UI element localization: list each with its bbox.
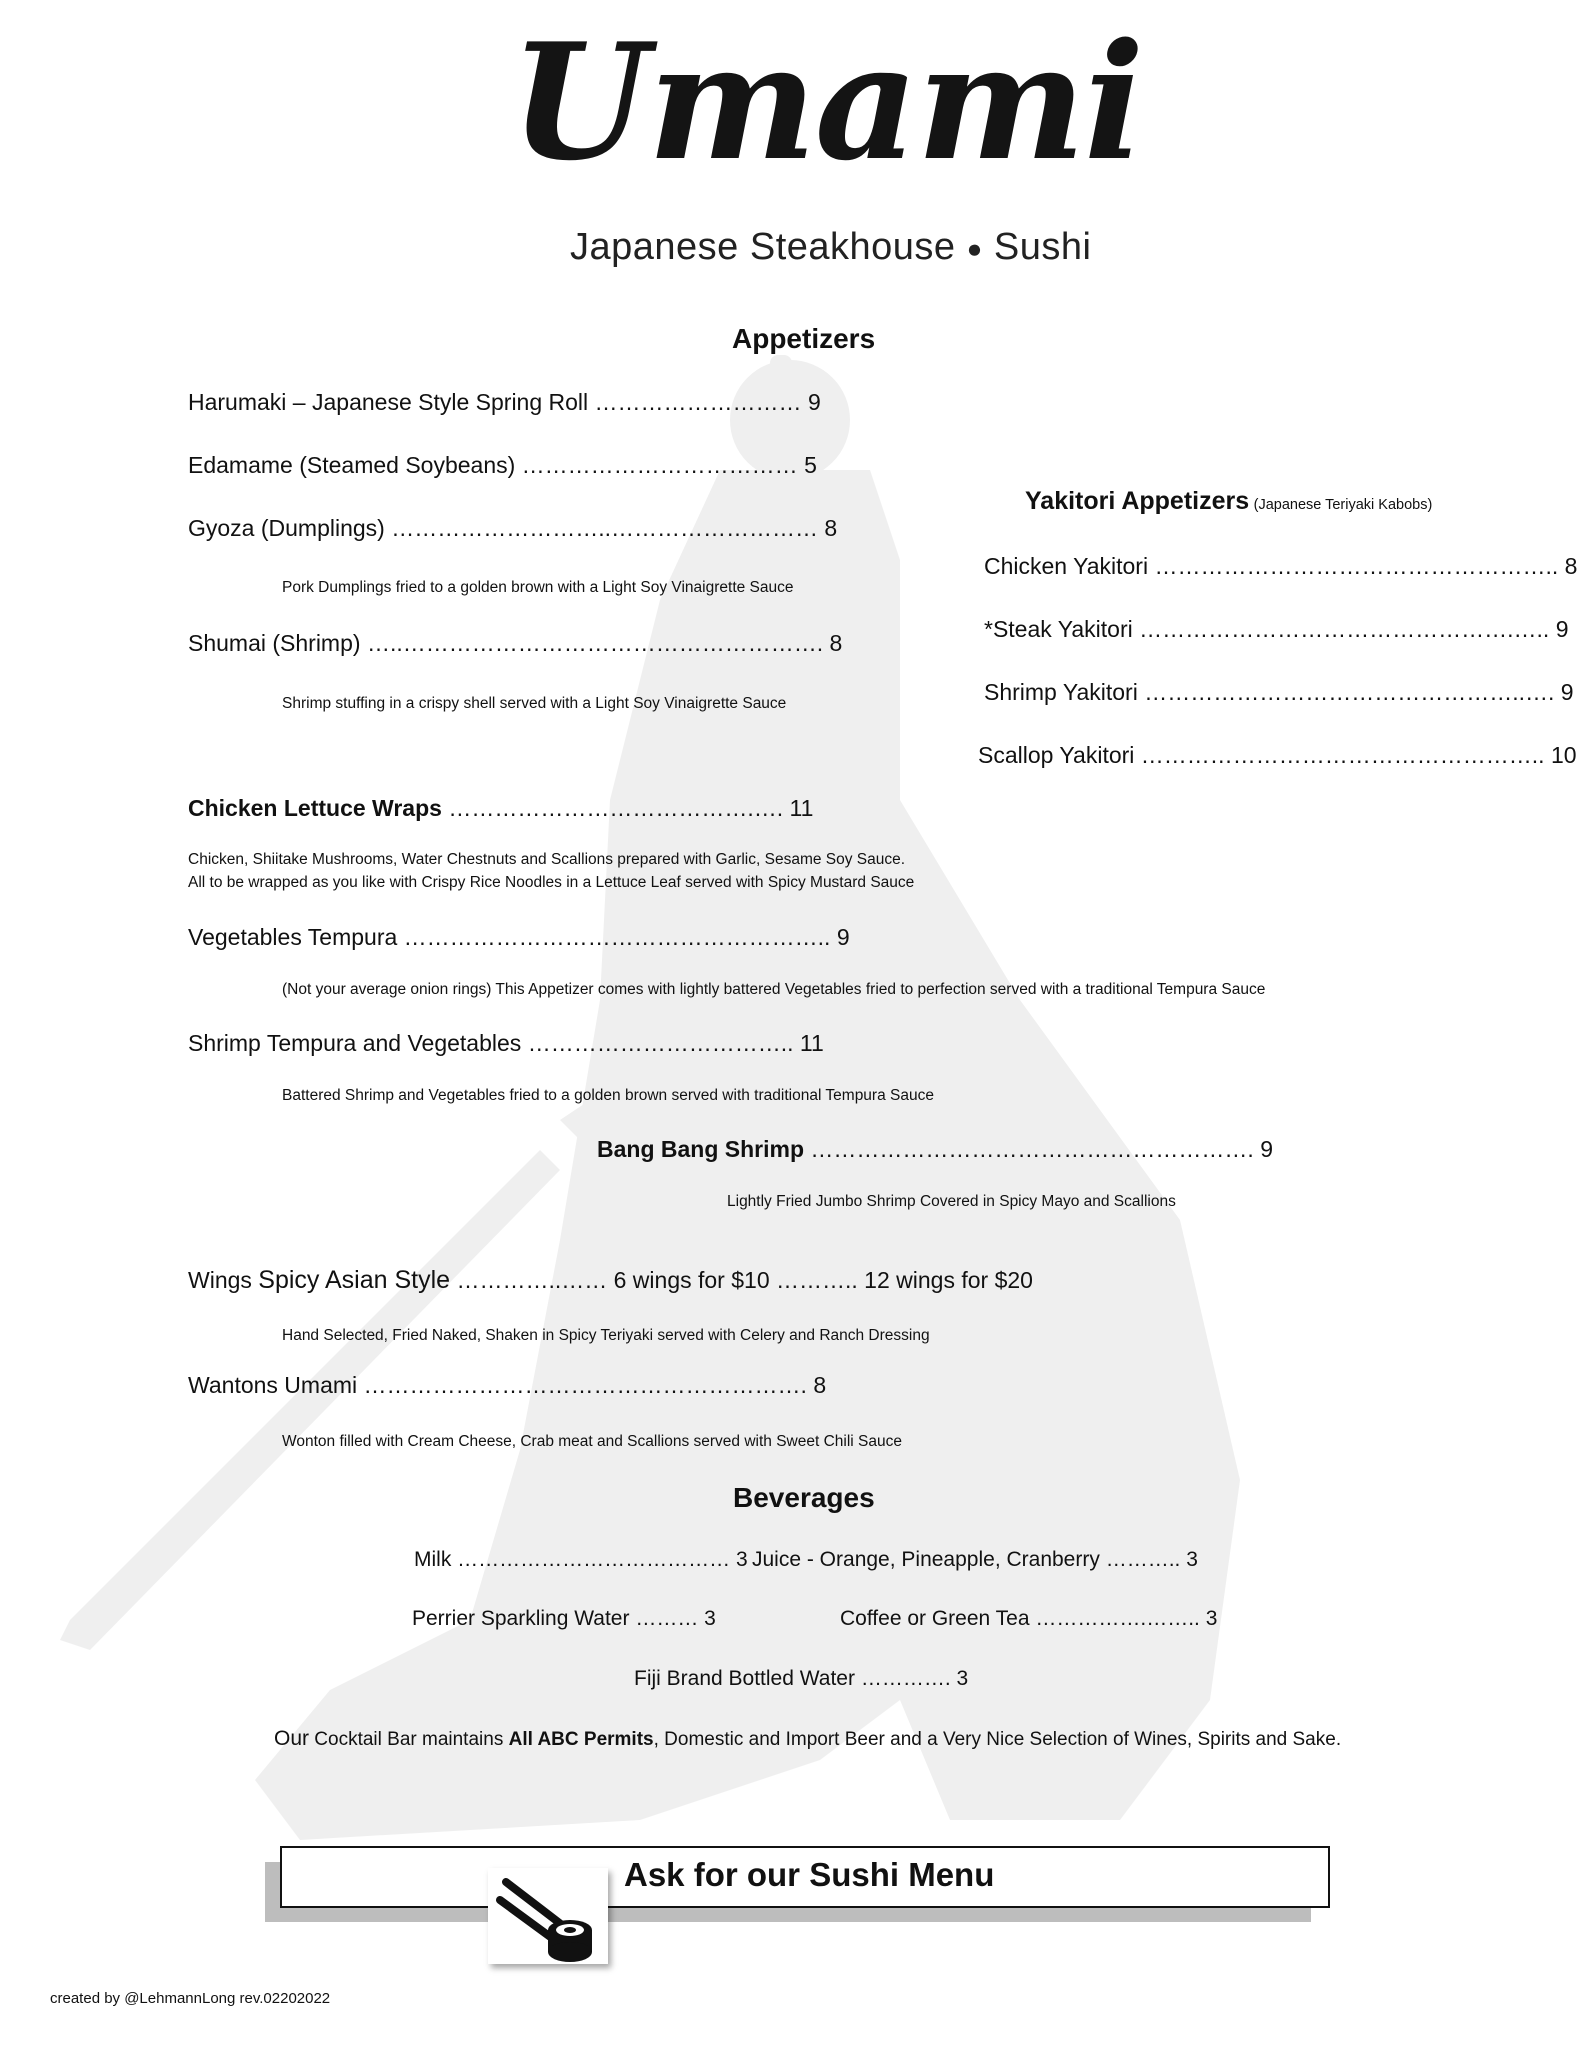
menu-item-wings [188, 1266, 1033, 1295]
yakitori-heading-row [1025, 487, 1432, 516]
item-dots: …………………………………………….. [1154, 553, 1559, 579]
item-name: Gyoza (Dumplings) [188, 515, 385, 541]
beverages-heading: Beverages [733, 1482, 875, 1513]
item-price: 8 [824, 515, 838, 541]
item-name: Chicken Lettuce Wraps [188, 795, 442, 821]
item-price: 5 [804, 452, 817, 478]
item-description: All to be wrapped as you like with Crispy Rice Noodles in a Lettuce Leaf served with Spicy Mustard Sauce [188, 874, 915, 891]
item-name: Shrimp Tempura and Vegetables [188, 1030, 522, 1056]
menu-item [188, 452, 817, 479]
item-description: Shrimp stuffing in a crispy shell served with a Light Soy Vinaigrette Sauce [282, 695, 787, 712]
beverage-item [634, 1667, 968, 1691]
item-description: Battered Shrimp and Vegetables fried to a golden brown served with traditional Tempura Sauce [282, 1087, 934, 1104]
item-dots: …………..…… [456, 1267, 608, 1293]
item-dots: ………………………………………….….. [1139, 616, 1550, 642]
item-dots: …………………………………………..…. [1144, 679, 1555, 705]
item-name: Vegetables Tempura [188, 924, 398, 950]
item-description: Pork Dumplings fried to a golden brown with a Light Soy Vinaigrette Sauce [282, 579, 794, 596]
beverage-item [840, 1607, 1217, 1631]
item-option: 6 wings for $10 [613, 1267, 770, 1293]
item-dots: ……….. [776, 1267, 858, 1293]
menu-item [188, 515, 837, 542]
item-dots: …………………………………………….. [1140, 742, 1545, 768]
item-name: Coffee or Green Tea [840, 1607, 1030, 1630]
menu-item [978, 742, 1577, 769]
menu-item [188, 389, 821, 416]
footer-credit: created by @LehmannLong rev.02202022 [50, 1990, 331, 2007]
menu-item [984, 616, 1568, 643]
item-dots: ……………………………… [521, 452, 798, 478]
item-name: Shumai (Shrimp) [188, 630, 361, 656]
item-dots: …………………………………………………. [810, 1136, 1254, 1162]
item-name: Edamame (Steamed Soybeans) [188, 452, 516, 478]
appetizers-heading: Appetizers [732, 323, 876, 354]
menu-item [984, 679, 1574, 706]
item-price: 3 [956, 1667, 969, 1690]
item-dots: ………………………………… [457, 1548, 731, 1571]
item-price: 3 [736, 1548, 748, 1571]
bar-note-rest: , Domestic and Import Beer and a Very Nice Selection of Wines, Spirits and Sake. [653, 1729, 1342, 1750]
bar-note-prefix: Our [274, 1727, 310, 1750]
menu-item [188, 1030, 824, 1057]
item-description: Wonton filled with Cream Cheese, Crab meat and Scallions served with Sweet Chili Sauce [282, 1433, 903, 1450]
brand-name: Umami [510, 8, 1143, 196]
sushi-menu-callout [280, 1846, 1330, 1908]
item-style: Spicy Asian Style [258, 1266, 451, 1294]
item-price: 8 [829, 630, 843, 656]
item-name: Perrier Sparkling Water [412, 1607, 630, 1630]
menu-item [597, 1136, 1273, 1163]
item-price: 3 [1186, 1548, 1198, 1571]
bar-note [274, 1727, 1341, 1751]
item-name: Wantons Umami [188, 1372, 358, 1398]
item-price: 11 [799, 1030, 824, 1056]
item-dots: …………………………………………………. [363, 1372, 807, 1398]
yakitori-heading: Yakitori Appetizers [1025, 487, 1250, 515]
item-dots: ………………………..……………………… [391, 515, 819, 541]
item-price: 11 [789, 795, 814, 821]
tagline-steakhouse: Japanese Steakhouse [570, 226, 956, 268]
item-price: 10 [1550, 742, 1577, 768]
item-price: 9 [1260, 1136, 1273, 1162]
item-price: 9 [807, 389, 821, 415]
item-name: Bang Bang Shrimp [597, 1136, 805, 1162]
menu-item [188, 795, 813, 822]
item-name: Shrimp Yakitori [984, 679, 1138, 705]
beverage-item [414, 1548, 748, 1572]
item-option: 12 wings for $20 [864, 1267, 1033, 1293]
item-name: Scallop Yakitori [978, 742, 1135, 768]
item-dots: ……… [635, 1607, 699, 1630]
menu-item [984, 553, 1577, 580]
beverage-item [752, 1548, 1198, 1572]
item-price: 3 [704, 1607, 716, 1630]
item-dots: …………….…….. [1035, 1607, 1200, 1630]
brand-logo [510, 8, 1143, 238]
sushi-menu-label: Ask for our Sushi Menu [624, 1856, 995, 1893]
item-dots: ………………………………….…. [448, 795, 784, 821]
item-price: 3 [1205, 1607, 1218, 1630]
item-dots: …..………………………………………………. [366, 630, 824, 656]
item-dots: …………. [860, 1667, 951, 1690]
item-description: Lightly Fried Jumbo Shrimp Covered in Spicy Mayo and Scallions [727, 1193, 1176, 1210]
item-description: (Not your average onion rings) This Appetizer comes with lightly battered Vegetables fried to perfection served with a traditional Tempura Sauce [282, 981, 1266, 998]
item-name: Milk [414, 1548, 452, 1571]
item-price: 8 [1564, 553, 1577, 579]
chopsticks-sushi-icon [488, 1868, 608, 1964]
item-name: Chicken Yakitori [984, 553, 1149, 579]
item-description: Hand Selected, Fried Naked, Shaken in Spicy Teriyaki served with Celery and Ranch Dressing [282, 1327, 930, 1344]
yakitori-subheading: (Japanese Teriyaki Kabobs) [1253, 497, 1433, 513]
item-name: *Steak Yakitori [984, 616, 1133, 642]
bar-note-bold: All ABC Permits [508, 1729, 654, 1750]
item-price: 8 [813, 1372, 827, 1398]
item-dots: ……………………… [594, 389, 802, 415]
brand-tagline [570, 226, 1091, 269]
item-name: Juice - Orange, Pineapple, Cranberry [752, 1548, 1100, 1571]
item-name: Fiji Brand Bottled Water [634, 1667, 855, 1690]
item-name: Harumaki – Japanese Style Spring Roll [188, 389, 589, 415]
item-name: Wings [188, 1267, 252, 1293]
bullet-icon: ● [966, 233, 983, 264]
item-dots: ……….. [1105, 1548, 1181, 1571]
item-dots: ……………………………………………….. [403, 924, 831, 950]
item-price: 9 [836, 924, 850, 950]
menu-item [188, 924, 850, 951]
menu-item [188, 630, 842, 657]
item-description: Chicken, Shiitake Mushrooms, Water Chestnuts and Scallions prepared with Garlic, Sesame Soy Sauce. [188, 851, 906, 868]
item-price: 9 [1560, 679, 1574, 705]
item-dots: …………………………….. [527, 1030, 794, 1056]
item-price: 9 [1555, 616, 1569, 642]
bar-note-text: Cocktail Bar maintains [314, 1729, 504, 1750]
beverage-item [412, 1607, 716, 1631]
tagline-sushi: Sushi [993, 226, 1092, 268]
menu-item [188, 1372, 826, 1399]
